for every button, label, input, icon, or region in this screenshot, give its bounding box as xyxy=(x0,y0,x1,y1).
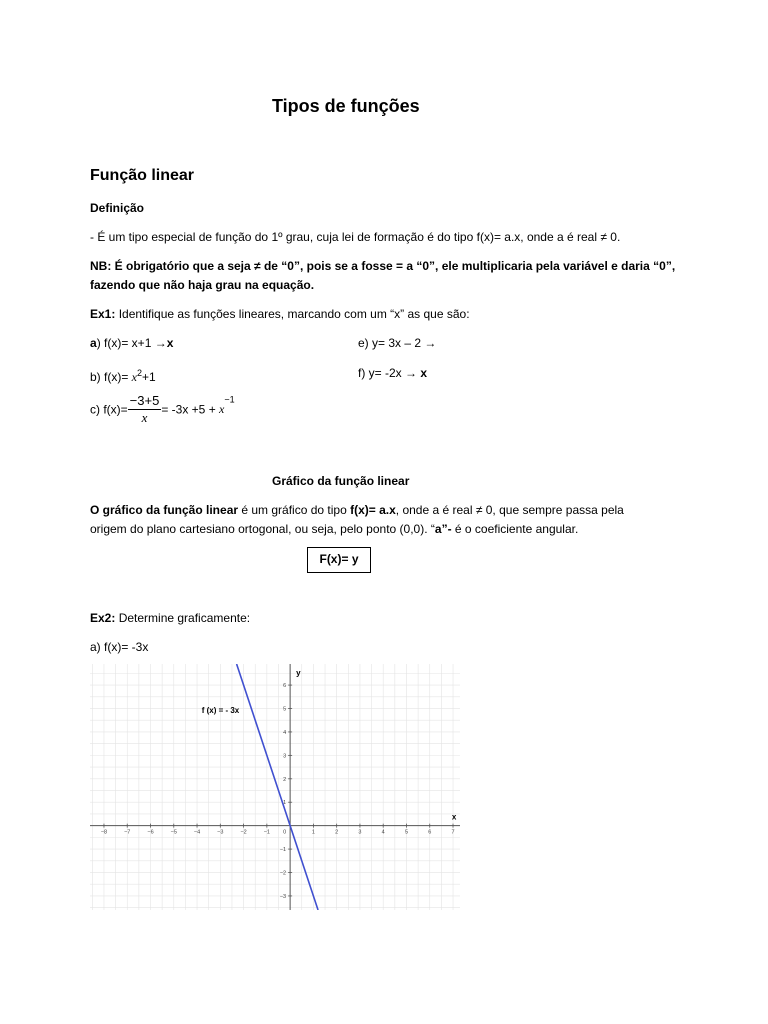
linear-function-chart xyxy=(90,664,460,910)
graph-paragraph-text-a: é um gráfico do tipo xyxy=(238,503,351,517)
y-tick-label: −3 xyxy=(279,893,287,900)
nb-note-line-1: NB: É obrigatório que a seja ≠ de “0”, pois se a fosse = a “0”, ele multiplicaria pela variável e daria “0”, xyxy=(90,259,676,273)
x-tick-label: −3 xyxy=(217,829,224,836)
x-tick-label: 7 xyxy=(451,829,455,836)
y-tick-label: 2 xyxy=(283,776,287,783)
item-c-fraction xyxy=(128,393,162,426)
x-tick-label: 4 xyxy=(381,829,385,836)
item-b xyxy=(90,364,156,387)
ex2-label: Ex2: xyxy=(90,611,116,625)
item-a-mark: x xyxy=(166,336,174,350)
item-b-var: x xyxy=(131,370,137,384)
ex2-item-a: a) f(x)= -3x xyxy=(90,640,149,654)
graph-paragraph-text-b: , onde a é real ≠ 0, que sempre passa pela xyxy=(395,503,624,517)
chart-series xyxy=(237,664,318,910)
item-a xyxy=(90,334,173,353)
function-label: f (x) = - 3x xyxy=(201,706,240,716)
item-c-mid: = -3x +5 + xyxy=(161,402,220,417)
page-title: Tipos de funções xyxy=(272,96,420,116)
y-tick-label: 3 xyxy=(283,753,287,760)
graph-paragraph-a-bold: a”- xyxy=(434,522,452,536)
item-a-label: a xyxy=(90,336,97,350)
x-tick-label: −8 xyxy=(100,829,108,836)
x-tick-label: −2 xyxy=(240,829,247,836)
item-f-text: f) y= -2x → xyxy=(358,366,421,380)
graph-paragraph-formula: f(x)= a.x xyxy=(350,503,396,517)
graph-paragraph-line-1 xyxy=(90,501,624,520)
item-b-tail: +1 xyxy=(142,370,156,384)
ex1-instruction xyxy=(90,305,470,324)
item-c xyxy=(90,393,235,426)
ex2-text: Determine graficamente: xyxy=(115,611,251,625)
item-c-exponent: −1 xyxy=(224,394,235,405)
ex2-instruction xyxy=(90,609,250,628)
item-c-text: c) f(x)= xyxy=(90,402,128,417)
x-tick-label: 3 xyxy=(358,829,362,836)
x-tick-label: −1 xyxy=(263,829,270,836)
y-tick-label: 5 xyxy=(283,706,287,713)
x-axis-label: x xyxy=(451,812,457,822)
graph-paragraph-text-d: é o coeficiente angular. xyxy=(451,522,579,536)
item-b-text: b) f(x)= xyxy=(90,370,132,384)
x-tick-label: 1 xyxy=(311,829,315,836)
y-tick-label: −1 xyxy=(279,847,287,854)
item-e: e) y= 3x – 2 → xyxy=(358,336,437,350)
definition-heading: Definição xyxy=(90,201,145,215)
nb-note-line-2: fazendo que não haja grau na equação. xyxy=(90,278,315,292)
x-tick-label: 2 xyxy=(335,829,339,836)
y-tick-label: 6 xyxy=(283,683,287,690)
item-b-exponent: 2 xyxy=(137,368,143,378)
graph-paragraph-text-c: origem do plano cartesiano ortogonal, ou seja, pelo ponto (0,0). “ xyxy=(90,522,435,536)
section-heading-linear-function: Função linear xyxy=(90,167,195,184)
x-tick-label: −5 xyxy=(170,829,177,836)
x-tick-label: 6 xyxy=(428,829,432,836)
chart-ticks xyxy=(101,683,455,900)
origin-label: 0 xyxy=(283,829,287,836)
graph-paragraph-bold: O gráfico da função linear xyxy=(90,503,239,517)
item-c-numerator: −3+5 xyxy=(129,393,160,408)
definition-text: - É um tipo especial de função do 1º grau, cuja lei de formação é do tipo f(x)= a.x, onde a é real ≠ 0. xyxy=(90,230,621,244)
formula-box-text: F(x)= y xyxy=(319,552,359,566)
section-heading-graph: Gráfico da função linear xyxy=(272,474,410,488)
x-tick-label: 5 xyxy=(404,829,409,836)
chart-grid xyxy=(90,664,460,910)
y-axis-label: y xyxy=(296,668,301,678)
item-c-denominator: x xyxy=(141,410,148,425)
graph-paragraph-line-2 xyxy=(90,520,578,539)
formula-box xyxy=(307,547,371,573)
x-tick-label: −7 xyxy=(124,829,131,836)
series-line xyxy=(237,664,318,910)
y-tick-label: 4 xyxy=(283,729,287,736)
ex1-text: Identifique as funções lineares, marcando com um “x” as que são: xyxy=(115,307,470,321)
item-a-text: ) f(x)= x+1 → xyxy=(96,336,167,350)
y-tick-label: 1 xyxy=(283,800,287,807)
chart-axes xyxy=(90,664,460,910)
y-tick-label: −2 xyxy=(279,870,287,877)
x-tick-label: −4 xyxy=(193,829,201,836)
item-c-var: x xyxy=(219,402,225,416)
item-f-mark: x xyxy=(420,366,428,380)
item-f xyxy=(358,364,427,383)
ex1-label: Ex1: xyxy=(90,307,116,321)
x-tick-label: −6 xyxy=(147,829,154,836)
